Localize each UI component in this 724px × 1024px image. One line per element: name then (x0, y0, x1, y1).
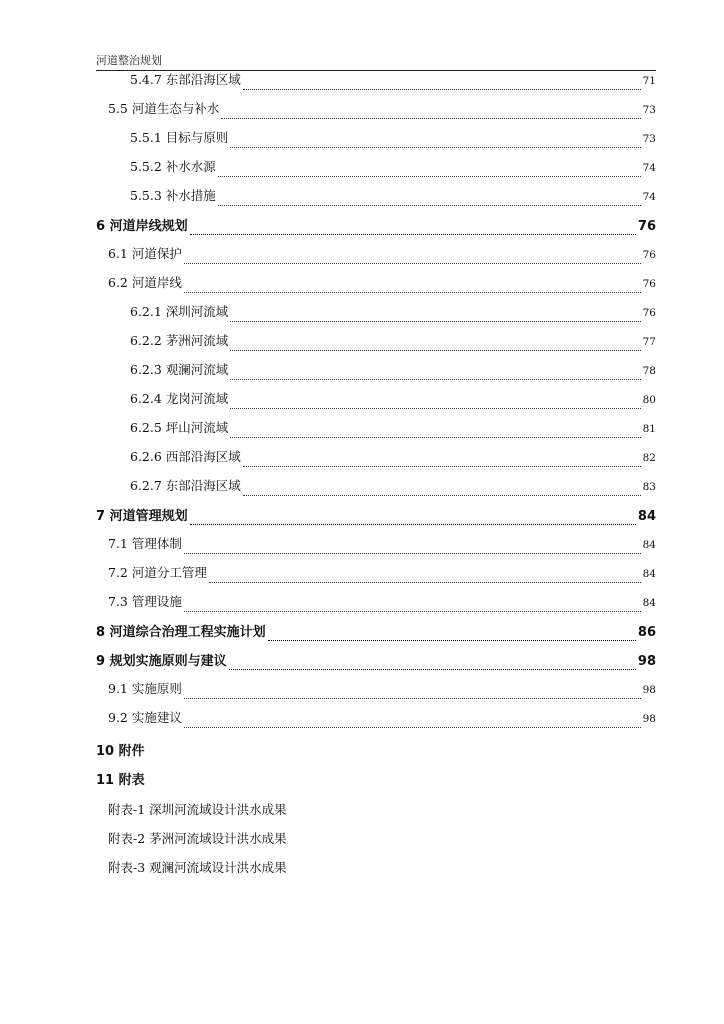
toc-page-number: 73 (642, 133, 656, 145)
toc-entry[interactable] (96, 186, 656, 215)
toc-page-number: 84 (642, 597, 656, 609)
toc-page-number: 84 (642, 568, 656, 580)
toc-entry-text: 7 河道管理规划 (96, 509, 188, 524)
toc-entry-text: 9.1 实施原则 (108, 681, 182, 696)
toc-entry-text: 9.2 实施建议 (108, 710, 182, 725)
toc-page-number: 74 (642, 191, 656, 203)
toc-chapter-entry[interactable] (96, 505, 656, 534)
toc-page-number: 84 (637, 509, 656, 524)
toc-page-number: 76 (642, 278, 656, 290)
toc-entry[interactable] (96, 331, 656, 360)
toc-leader-dots (243, 465, 641, 467)
toc-leader-dots (218, 204, 641, 206)
toc-entry-text: 6.2.6 西部沿海区域 (130, 449, 241, 464)
toc-entry-text: 6.2.4 龙岗河流域 (130, 391, 229, 406)
appendix-item: 附表-1 深圳河流域设计洪水成果 (108, 802, 287, 817)
toc-entry-text: 5.5 河道生态与补水 (108, 101, 220, 116)
toc-page-number: 73 (642, 104, 656, 116)
toc-entry-text: 8 河道综合治理工程实施计划 (96, 625, 266, 640)
toc-chapter-entry[interactable] (96, 215, 656, 244)
toc-leader-dots (184, 552, 641, 554)
toc-entry-text: 7.2 河道分工管理 (108, 565, 207, 580)
toc-leader-dots (268, 639, 636, 641)
page-header (96, 48, 656, 71)
toc-entry[interactable] (96, 302, 656, 331)
toc-entry-text: 6.2 河道岸线 (108, 275, 182, 290)
toc-entry-text: 6.2.5 坪山河流域 (130, 420, 229, 435)
toc-leader-dots (190, 233, 636, 235)
section-heading-attachments: 10 附件 (96, 744, 145, 759)
toc-page-number: 76 (642, 249, 656, 261)
header-title: 河道整治规划 (96, 54, 162, 67)
toc-page-number: 82 (642, 452, 656, 464)
toc-entry-text: 7.1 管理体制 (108, 536, 182, 551)
toc-entry[interactable] (96, 563, 656, 592)
toc-leader-dots (209, 581, 641, 583)
toc-chapter-entry[interactable] (96, 650, 656, 679)
toc-entry-text: 6.2.2 茅洲河流域 (130, 333, 229, 348)
toc-entry[interactable] (96, 389, 656, 418)
toc-leader-dots (230, 407, 640, 409)
toc-entry[interactable] (96, 447, 656, 476)
toc-leader-dots (243, 494, 641, 496)
toc-entry[interactable] (96, 157, 656, 186)
toc-entry-text: 5.4.7 东部沿海区域 (130, 72, 241, 87)
toc-entry[interactable] (96, 534, 656, 563)
toc-entry[interactable] (96, 273, 656, 302)
table-of-contents (96, 70, 656, 882)
toc-entry[interactable] (96, 244, 656, 273)
toc-entry-text: 6.1 河道保护 (108, 246, 182, 261)
toc-page-number: 78 (642, 365, 656, 377)
toc-leader-dots (230, 436, 640, 438)
toc-entry-text: 6.2.3 观澜河流域 (130, 362, 229, 377)
toc-entry[interactable] (96, 418, 656, 447)
toc-leader-dots (184, 291, 641, 293)
toc-page-number: 76 (637, 219, 656, 234)
toc-entry-text: 7.3 管理设施 (108, 594, 182, 609)
toc-leader-dots (184, 697, 641, 699)
toc-leader-dots (184, 726, 641, 728)
toc-leader-dots (230, 378, 640, 380)
toc-page-number: 86 (637, 625, 656, 640)
toc-entry[interactable] (96, 128, 656, 157)
toc-leader-dots (190, 523, 636, 525)
toc-entry[interactable] (96, 476, 656, 505)
appendix-item: 附表-3 观澜河流域设计洪水成果 (108, 860, 287, 875)
toc-leader-dots (221, 117, 640, 119)
section-heading-appendix-tables: 11 附表 (96, 773, 145, 788)
toc-page-number: 74 (642, 162, 656, 174)
toc-entry[interactable] (96, 679, 656, 708)
toc-page-number: 81 (642, 423, 656, 435)
toc-entry-text: 5.5.3 补水措施 (130, 188, 216, 203)
toc-entry[interactable] (96, 592, 656, 621)
appendix-item: 附表-2 茅洲河流域设计洪水成果 (108, 831, 287, 846)
toc-entry[interactable] (96, 99, 656, 128)
toc-entry[interactable] (96, 708, 656, 737)
toc-leader-dots (230, 349, 640, 351)
toc-chapter-entry[interactable] (96, 621, 656, 650)
toc-leader-dots (229, 668, 636, 670)
toc-page-number: 98 (642, 684, 656, 696)
toc-leader-dots (184, 610, 641, 612)
toc-entry-text: 6 河道岸线规划 (96, 219, 188, 234)
toc-page-number: 71 (642, 75, 656, 87)
toc-entry[interactable] (96, 70, 656, 99)
toc-leader-dots (184, 262, 641, 264)
toc-leader-dots (230, 320, 640, 322)
toc-entry-text: 5.5.2 补水水源 (130, 159, 216, 174)
toc-page-number: 98 (637, 654, 656, 669)
toc-leader-dots (230, 146, 640, 148)
toc-entry-text: 6.2.1 深圳河流域 (130, 304, 229, 319)
toc-entry-text: 9 规划实施原则与建议 (96, 654, 227, 669)
toc-entry[interactable] (96, 360, 656, 389)
toc-page-number: 83 (642, 481, 656, 493)
toc-leader-dots (243, 88, 641, 90)
toc-page-number: 98 (642, 713, 656, 725)
toc-page-number: 80 (642, 394, 656, 406)
toc-page-number: 84 (642, 539, 656, 551)
toc-entry-text: 6.2.7 东部沿海区域 (130, 478, 241, 493)
toc-page-number: 77 (642, 336, 656, 348)
toc-leader-dots (218, 175, 641, 177)
toc-page-number: 76 (642, 307, 656, 319)
toc-entry-text: 5.5.1 目标与原则 (130, 130, 229, 145)
